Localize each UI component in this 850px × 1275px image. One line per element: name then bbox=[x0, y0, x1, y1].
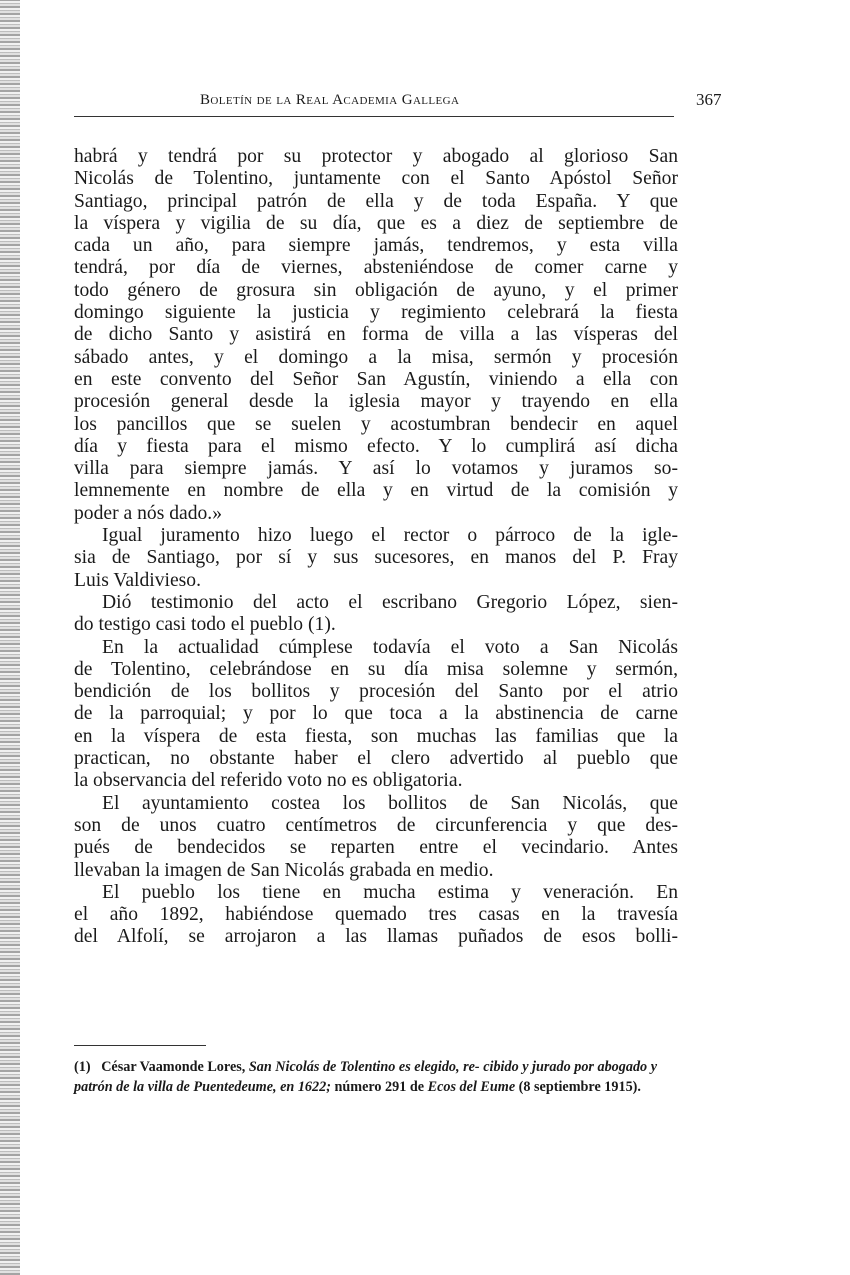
text-line: poder a nós dado.» bbox=[74, 502, 223, 524]
text-line: villa para siempre jamás. Y así lo votamos y juramos so- bbox=[74, 458, 678, 480]
text-line: cada un año, para siempre jamás, tendremos, y esta villa bbox=[74, 235, 678, 257]
text-line: En la actualidad cúmplese todavía el voto a San Nicolás bbox=[102, 636, 678, 658]
text-line: procesión general desde la iglesia mayor y trayendo en ella bbox=[74, 391, 678, 413]
text-line: del Alfolí, se arrojaron a las llamas puñados de esos bolli- bbox=[74, 926, 678, 948]
text-line: día y fiesta para el mismo efecto. Y lo cumplirá así dicha bbox=[74, 435, 678, 457]
text-line: El ayuntamiento costea los bollitos de San Nicolás, que bbox=[102, 792, 678, 814]
text-line: habrá y tendrá por su protector y abogado al glorioso San bbox=[74, 146, 678, 167]
scan-page-edge bbox=[0, 0, 20, 1275]
text-line: El pueblo los tiene en mucha estima y veneración. En bbox=[102, 881, 678, 903]
text-line: Nicolás de Tolentino, juntamente con el Santo Apóstol Señor bbox=[74, 168, 678, 190]
running-head bbox=[74, 90, 722, 112]
footnote-rest: número 291 de bbox=[334, 1078, 425, 1095]
footnote bbox=[74, 1058, 678, 1097]
text-line: en este convento del Señor San Agustín, viniendo a ella con bbox=[74, 368, 678, 390]
text-line: bendición de los bollitos y procesión del Santo por el atrio bbox=[74, 681, 678, 703]
footnote-journal: Ecos del Eume bbox=[427, 1078, 516, 1095]
text-line: pués de bendecidos se reparten entre el vecindario. Antes bbox=[74, 837, 678, 859]
text-line: la observancia del referido voto no es obligatoria. bbox=[74, 770, 463, 792]
text-line: Igual juramento hizo luego el rector o párroco de la igle- bbox=[102, 525, 678, 547]
text-line: el año 1892, habiéndose quemado tres casas en la travesía bbox=[74, 904, 678, 926]
text-line: do testigo casi todo el pueblo (1). bbox=[74, 614, 336, 636]
header-rule bbox=[74, 116, 674, 117]
text-line: de dicho Santo y asistirá en forma de villa a las vísperas del bbox=[74, 324, 678, 346]
footnote-author: César Vaamonde Lores, bbox=[101, 1059, 246, 1075]
footnote-rule bbox=[74, 1045, 206, 1046]
text-line: son de unos cuatro centímetros de circunferencia y que des- bbox=[74, 814, 678, 836]
text-line: sia de Santiago, por sí y sus sucesores, en manos del P. Fray bbox=[74, 547, 678, 569]
text-line: todo género de grosura sin obligación de ayuno, y el primer bbox=[74, 279, 678, 301]
text-line: en la víspera de esta fiesta, son muchas las familias que la bbox=[74, 725, 678, 747]
text-line: la víspera y vigilia de su día, que es a diez de septiembre de bbox=[74, 212, 678, 234]
text-line: de Tolentino, celebrándose en su día misa solemne y sermón, bbox=[74, 658, 678, 680]
text-line: practican, no obstante haber el clero advertido al pueblo que bbox=[74, 748, 678, 770]
text-line: llevaban la imagen de San Nicolás grabada en medio. bbox=[74, 859, 494, 881]
body-text bbox=[74, 146, 678, 949]
text-line: sábado antes, y el domingo a la misa, sermón y procesión bbox=[74, 346, 678, 368]
text-line: tendrá, por día de viernes, absteniéndose de comer carne y bbox=[74, 257, 678, 279]
text-line: Santiago, principal patrón de ella y de toda España. Y que bbox=[74, 190, 678, 212]
text-line: los pancillos que se suelen y acostumbran bendecir en aquel bbox=[74, 413, 678, 435]
text-line: Dió testimonio del acto el escribano Gregorio López, sien- bbox=[102, 591, 678, 613]
text-line: Luis Valdivieso. bbox=[74, 569, 201, 591]
footnote-title: San Nicolás de Tolentino es elegido, re- cibido y jurado por abogado y patrón de la villa de Puentedeume, en 1622; bbox=[74, 1059, 657, 1095]
text-line: de la parroquial; y por lo que toca a la abstinencia de carne bbox=[74, 703, 678, 725]
page-number: 367 bbox=[696, 90, 722, 109]
footnote-date: (8 septiembre 1915). bbox=[518, 1078, 641, 1095]
text-line: domingo siguiente la justicia y regimiento celebrará la fiesta bbox=[74, 302, 678, 324]
running-title: Boletín de la Real Academia Gallega bbox=[200, 92, 460, 108]
text-line: lemnemente en nombre de ella y en virtud de la comisión y bbox=[74, 480, 678, 502]
footnote-marker: (1) bbox=[74, 1059, 91, 1075]
